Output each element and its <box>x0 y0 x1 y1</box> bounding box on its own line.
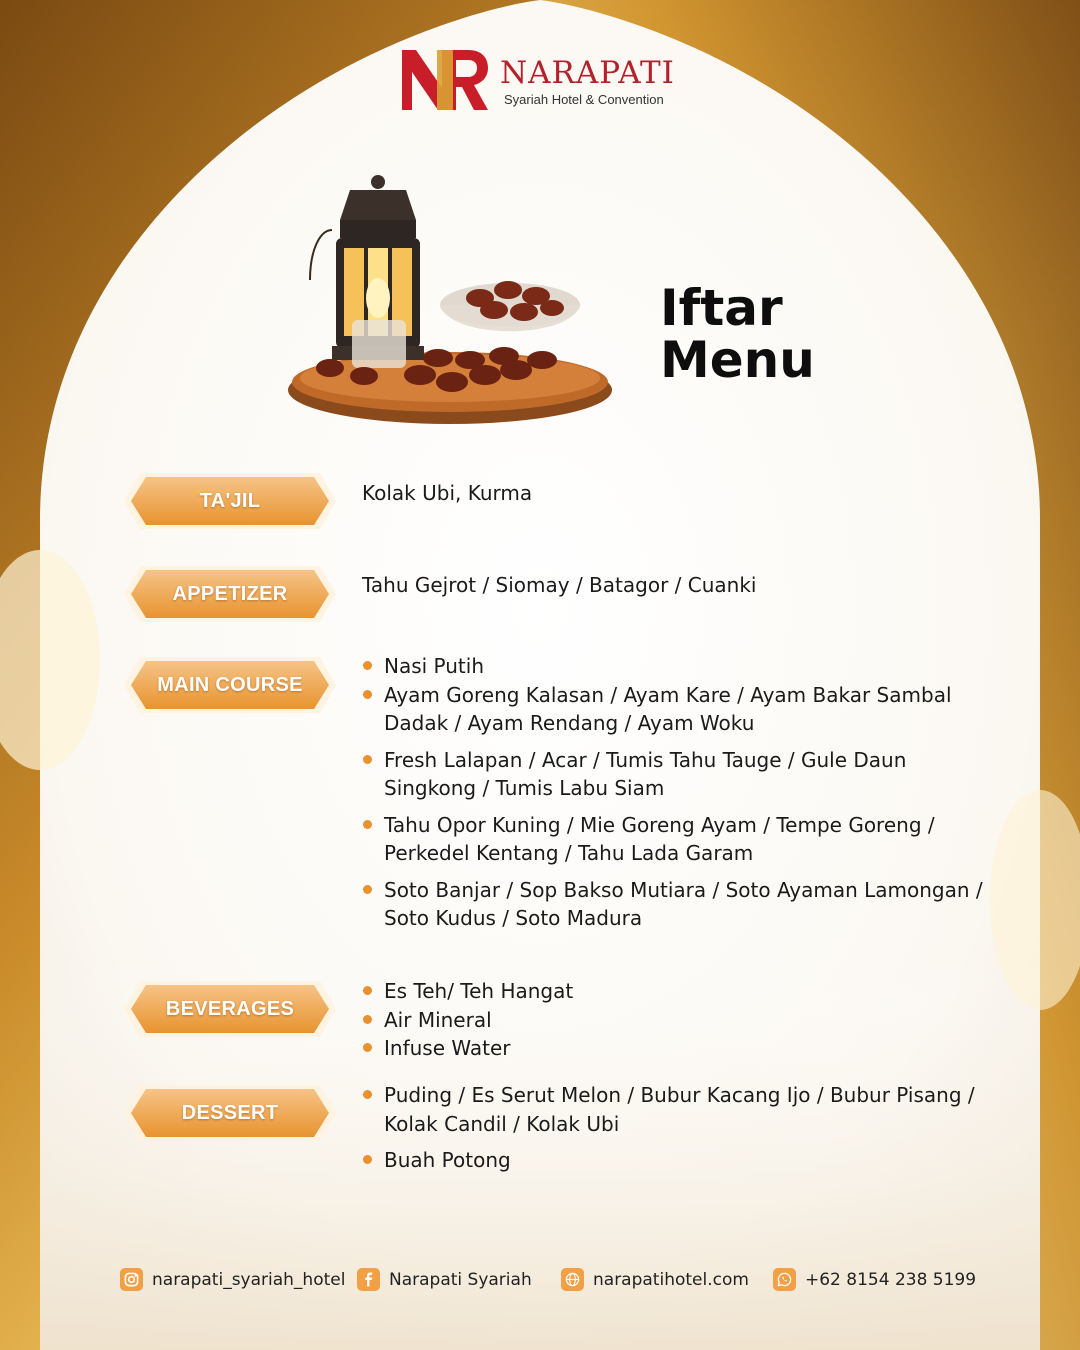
nr-logo-icon <box>402 50 488 110</box>
list-item: Soto Banjar / Sop Bakso Mutiara / Soto Ayaman Lamongan / Soto Kudus / Soto Madura <box>362 876 1002 933</box>
list-item: Buah Potong <box>362 1146 1002 1175</box>
list-item: Fresh Lalapan / Acar / Tumis Tahu Tauge / Gule Daun Singkong / Tumis Labu Siam <box>362 746 1002 803</box>
category-dessert <box>122 1083 338 1143</box>
main-course-list <box>362 652 1002 941</box>
page-title <box>660 279 815 389</box>
appetizer-text: Tahu Gejrot / Siomay / Batagor / Cuanki <box>362 573 757 597</box>
bullet-icon <box>363 986 372 995</box>
whatsapp-icon <box>773 1268 796 1291</box>
bullet-icon <box>363 1043 372 1052</box>
footer-contacts <box>120 1268 980 1298</box>
title-line-1: Iftar <box>660 279 783 337</box>
globe-icon <box>561 1268 584 1291</box>
bullet-icon <box>363 820 372 829</box>
title-line-2: Menu <box>660 331 815 389</box>
bullet-icon <box>363 755 372 764</box>
list-item: Es Teh/ Teh Hangat <box>362 977 1002 1006</box>
category-label: MAIN COURSE <box>157 673 303 696</box>
website-url: narapatihotel.com <box>593 1269 749 1290</box>
lantern-and-dates-illustration <box>280 170 620 430</box>
list-item: Ayam Goreng Kalasan / Ayam Kare / Ayam Bakar Sambal Dadak / Ayam Rendang / Ayam Woku <box>362 681 1002 738</box>
instagram-icon <box>120 1268 143 1291</box>
brand-logo <box>402 50 675 110</box>
tajil-text: Kolak Ubi, Kurma <box>362 481 533 505</box>
list-item: Tahu Opor Kuning / Mie Goreng Ayam / Tempe Goreng / Perkedel Kentang / Tahu Lada Garam <box>362 811 1002 868</box>
category-main-course <box>122 655 338 715</box>
facebook-icon <box>357 1268 380 1291</box>
category-appetizer <box>122 564 338 624</box>
category-label: TA'JIL <box>199 489 261 512</box>
category-label: DESSERT <box>181 1101 279 1124</box>
bullet-icon <box>363 1015 372 1024</box>
beverages-list <box>362 977 1002 1063</box>
instagram-link[interactable] <box>120 1268 345 1291</box>
whatsapp-number: +62 8154 238 5199 <box>805 1269 977 1290</box>
brand-tagline: Syariah Hotel & Convention <box>504 92 664 107</box>
brand-name: NARAPATI <box>500 55 675 91</box>
category-label: BEVERAGES <box>165 997 295 1020</box>
whatsapp-link[interactable] <box>773 1268 976 1291</box>
list-item: Puding / Es Serut Melon / Bubur Kacang Ijo / Bubur Pisang / Kolak Candil / Kolak Ubi <box>362 1081 1002 1138</box>
list-item: Nasi Putih <box>362 652 1002 681</box>
bullet-icon <box>363 1155 372 1164</box>
bullet-icon <box>363 885 372 894</box>
bullet-icon <box>363 661 372 670</box>
website-link[interactable] <box>561 1268 749 1291</box>
bullet-icon <box>363 1090 372 1099</box>
list-item: Infuse Water <box>362 1034 1002 1063</box>
instagram-handle: narapati_syariah_hotel <box>152 1269 346 1290</box>
bullet-icon <box>363 690 372 699</box>
dessert-list <box>362 1081 1002 1183</box>
category-tajil <box>122 471 338 531</box>
category-label: APPETIZER <box>172 582 288 605</box>
facebook-name: Narapati Syariah <box>389 1269 532 1290</box>
category-beverages <box>122 979 338 1039</box>
facebook-link[interactable] <box>357 1268 532 1291</box>
list-item: Air Mineral <box>362 1006 1002 1035</box>
